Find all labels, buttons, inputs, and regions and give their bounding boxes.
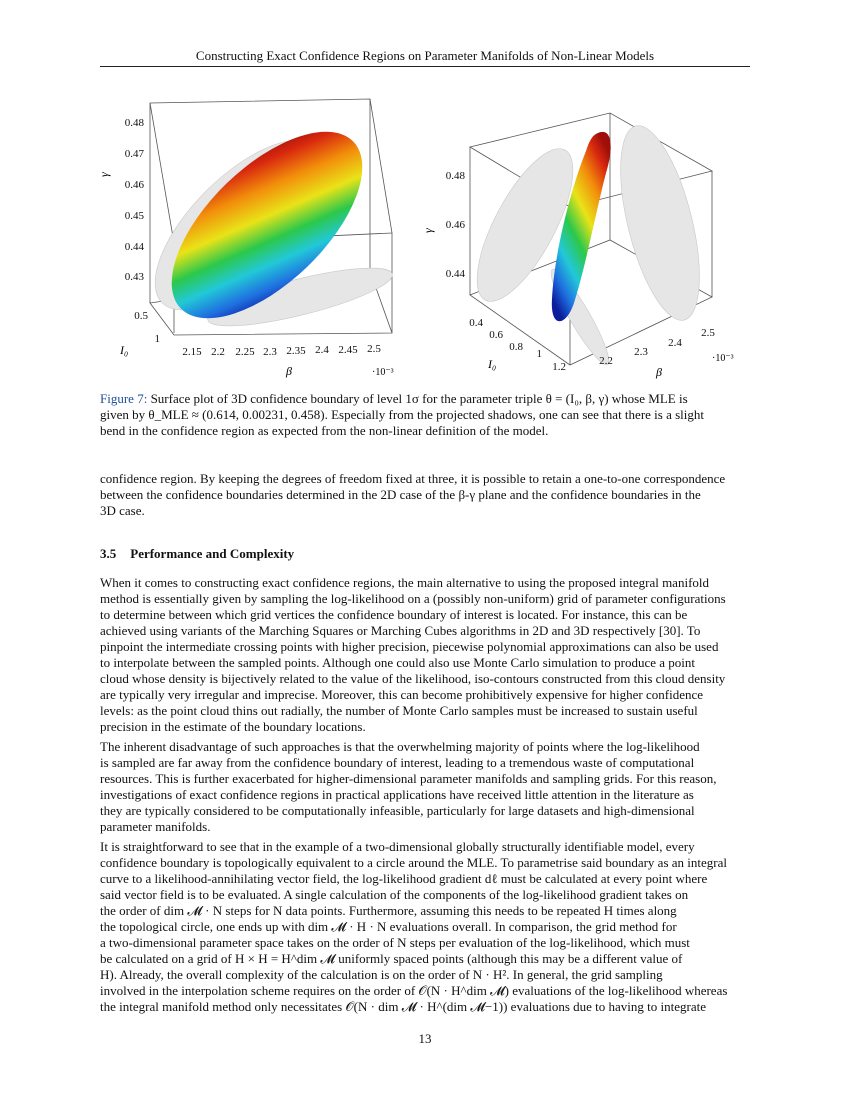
- caption-line: bend in the confidence region as expected from the non-linear definition of the model.: [100, 423, 549, 438]
- section-heading: [100, 546, 294, 562]
- text-line: between the confidence boundaries determined in the 2D case of the β-γ plane and the confidence boundaries in the: [100, 487, 701, 502]
- projected-shadow-right: [605, 118, 715, 328]
- text-line: cloud whose density is bijectively related to the value of the likelihood, iso-contours constructed from this cloud density: [100, 671, 726, 686]
- axis-label-beta: β: [286, 364, 292, 378]
- tick-label: 0.6: [489, 329, 503, 341]
- text-line: precision in the estimate of the boundary locations.: [100, 719, 366, 734]
- header-rule: [100, 66, 750, 67]
- text-line: a two-dimensional parameter space takes on the order of N steps per evaluation of the log-likelihood, which must: [100, 935, 690, 950]
- caption-line: given by θ_MLE ≈ (0.614, 0.00231, 0.458). Especially from the projected shadows, one can see that there is a slight: [100, 407, 704, 422]
- axis-label-beta: β: [656, 365, 662, 379]
- text-line: said vector field is to be evaluated. A single calculation of the components of the log-likelihood gradient takes on: [100, 887, 689, 902]
- tick-label: 0.45: [124, 210, 144, 222]
- figure-caption: [100, 391, 750, 439]
- tick-label: 2.45: [338, 344, 358, 356]
- tick-label: 0.48: [445, 170, 465, 182]
- axis-label-i0: I₀: [120, 343, 129, 357]
- text-line: they are typically considered to be computationally infeasible, particularly for large datasets and high-dimensional: [100, 803, 695, 818]
- tick-label: 0.8: [509, 341, 523, 353]
- tick-label: 2.4: [668, 337, 682, 349]
- text-line: the topological circle, one ends up with dim 𝓜 · H · N evaluations overall. In comparison, the grid method for: [100, 919, 677, 934]
- text-line: achieved using variants of the Marching Squares or Marching Cubes algorithms in 2D and 3D respectively [30]. To: [100, 623, 701, 638]
- text-line: It is straightforward to see that in the example of a two-dimensional globally structurally identifiable model, every: [100, 839, 695, 854]
- tick-label: 0.4: [469, 317, 483, 329]
- tick-label: 2.5: [367, 343, 381, 355]
- tick-label: 0.44: [445, 268, 465, 280]
- text-line: H). Already, the overall complexity of the calculation is on the order of N · H². In general, the grid sampling: [100, 967, 663, 982]
- tick-label: 2.3: [263, 346, 277, 358]
- text-line: curve to a likelihood-annihilating vector field, the log-likelihood gradient dℓ must be calculated at every point where: [100, 871, 708, 886]
- text-line: resources. This is further exacerbated for higher-dimensional parameter manifolds and sampling grids. For this reason,: [100, 771, 717, 786]
- axis-label-gamma: γ: [97, 172, 111, 177]
- tick-label: 0.43: [124, 271, 144, 283]
- axis-scale: ·10⁻³: [712, 353, 734, 364]
- right-surface-plot: [421, 113, 734, 379]
- paragraph-intro: [100, 471, 750, 519]
- section-number: 3.5: [100, 546, 117, 561]
- page-number: 13: [418, 1031, 432, 1046]
- text-line: When it comes to constructing exact confidence regions, the main alternative to using the proposed integral manifold: [100, 575, 710, 590]
- tick-label: 1: [154, 333, 160, 345]
- text-line: confidence boundary is topologically equivalent to a circle around the MLE. To parametrise said boundary as an integral: [100, 855, 727, 870]
- text-line: pinpoint the intermediate crossing points with higher precision, piecewise polynomial approximations can also be used: [100, 639, 719, 654]
- text-line: parameter manifolds.: [100, 819, 211, 834]
- tick-label: 0.47: [124, 148, 144, 160]
- caption-line: Surface plot of 3D confidence boundary of level 1σ for the parameter triple θ = (I₀, β, γ) whose MLE is: [147, 391, 688, 406]
- running-header: Constructing Exact Confidence Regions on Parameter Manifolds of Non-Linear Models: [195, 48, 655, 63]
- tick-label: 0.46: [124, 179, 144, 191]
- tick-label: 2.35: [286, 345, 306, 357]
- left-surface-plot: [97, 99, 397, 378]
- axis-label-i0: I₀: [488, 357, 497, 371]
- text-line: are typically very irregular and imprecise. Moreover, this can become prohibitively expensive for higher confidence: [100, 687, 704, 702]
- paragraph-2: [100, 739, 750, 835]
- axis-label-gamma: γ: [421, 228, 435, 233]
- tick-label: 2.2: [599, 355, 613, 367]
- text-line: involved in the interpolation scheme requires on the order of 𝒪(N · H^dim 𝓜) evaluations of the log-likelihood whereas: [100, 983, 728, 998]
- tick-label: 2.5: [701, 327, 715, 339]
- tick-label: 1: [536, 348, 542, 360]
- text-line: The inherent disadvantage of such approaches is that the overwhelming majority of points where the log-likelihood: [100, 739, 700, 754]
- tick-label: 2.15: [182, 346, 202, 358]
- tick-label: 0.46: [445, 219, 465, 231]
- tick-label: 2.4: [315, 344, 329, 356]
- text-line: the order of dim 𝓜 · N steps for N data points. Furthermore, assuming this needs to be repeated H times along: [100, 903, 677, 918]
- axis-scale: ·10⁻³: [372, 367, 394, 378]
- tick-label: 2.25: [235, 346, 255, 358]
- tick-label: 0.44: [124, 241, 144, 253]
- tick-label: 2.3: [634, 346, 648, 358]
- figure-7: [97, 95, 750, 390]
- text-line: levels: as the point cloud thins out radially, the number of Monte Carlo samples must be increased to sustain useful: [100, 703, 698, 718]
- paragraph-1: [100, 575, 750, 735]
- text-line: confidence region. By keeping the degrees of freedom fixed at three, it is possible to retain a one-to-one correspondence: [100, 471, 726, 486]
- paragraph-3: [100, 839, 750, 1015]
- text-line: to interpolate between the sampled points. Although one could also use Monte Carlo simulation to produce a point: [100, 655, 695, 670]
- text-line: be calculated on a grid of H × H = H^dim 𝓜 uniformly spaced points (although this may be a different value of: [100, 951, 683, 966]
- text-line: the integral manifold method only necessitates 𝒪(N · dim 𝓜 · H^(dim 𝓜−1)) evaluations due to having to integrate: [100, 999, 706, 1014]
- tick-label: 0.48: [124, 117, 144, 129]
- figure-label[interactable]: Figure 7:: [100, 391, 148, 406]
- text-line: to determine between which grid vertices the confidence boundary of interest is located. For instance, this can be: [100, 607, 688, 622]
- tick-label: 1.2: [552, 361, 566, 373]
- text-line: is sampled are far away from the confidence boundary of interest, leading to a tremendous waste of computational: [100, 755, 695, 770]
- text-line: investigations of exact confidence regions in practical applications have received little attention in the literature as: [100, 787, 694, 802]
- text-line: method is essentially given by sampling the log-likelihood on a (possibly non-uniform) grid of parameter configurations: [100, 591, 726, 606]
- section-title: Performance and Complexity: [130, 546, 295, 561]
- text-line: 3D case.: [100, 503, 145, 518]
- tick-label: 2.2: [211, 346, 225, 358]
- tick-label: 0.5: [134, 310, 148, 322]
